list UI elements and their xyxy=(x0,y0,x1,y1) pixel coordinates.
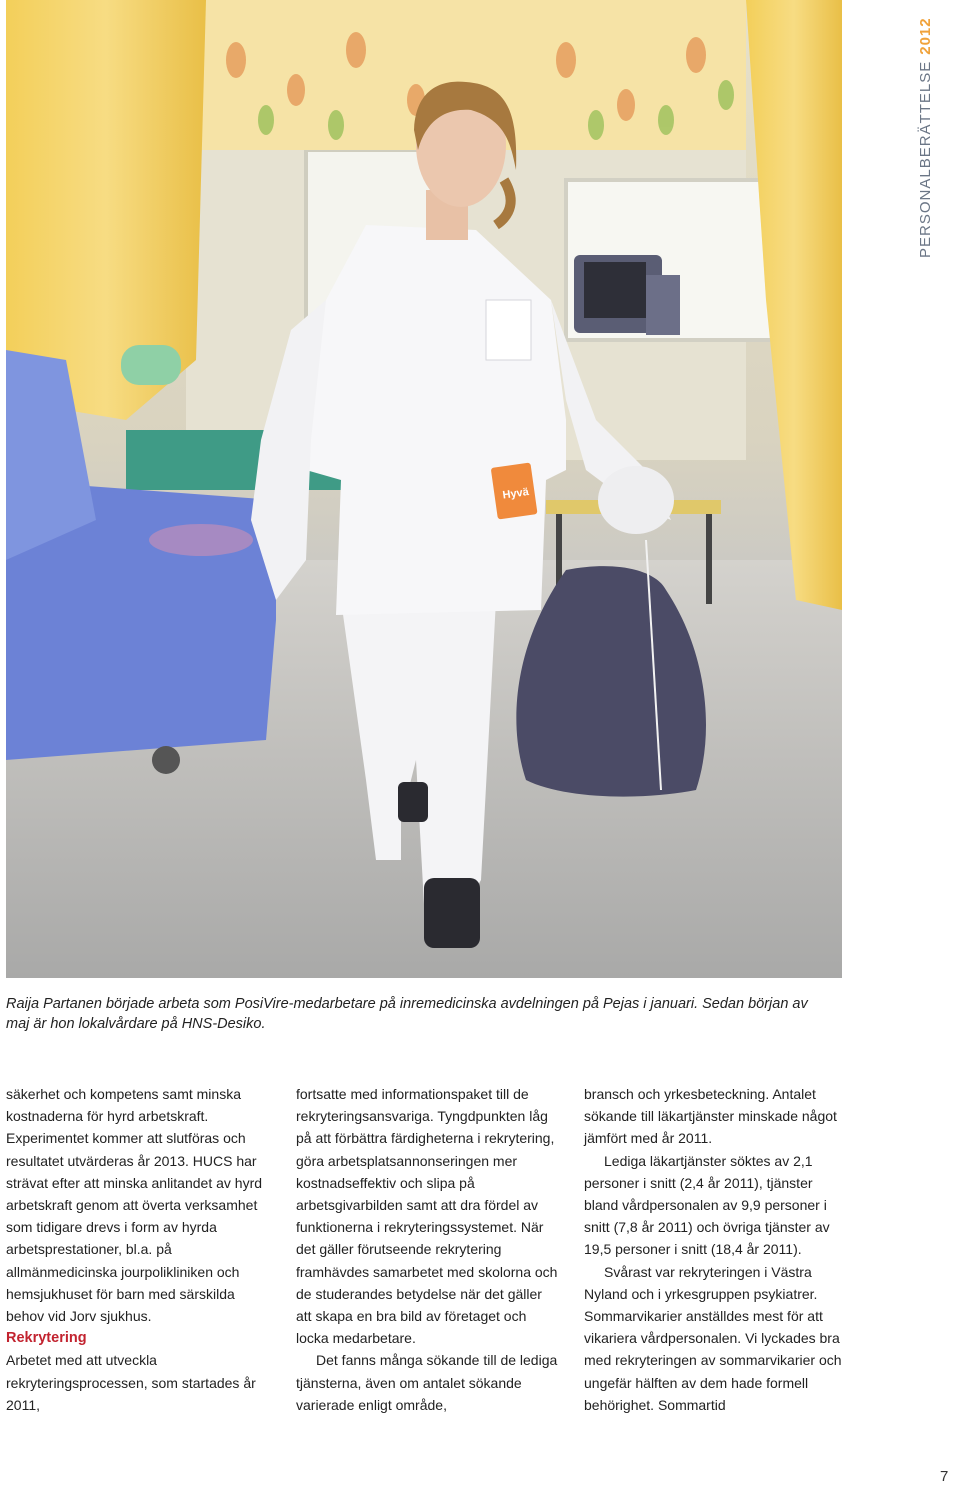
article-photo xyxy=(6,0,842,978)
column-3-paragraph-2: Lediga läkartjänster söktes av 2,1 personer i snitt (2,4 år 2011), tjänster bland vårdpersonalen av 9,9 personer i snitt (7,8 år 2011) och övriga tjänster av 19,5 personer i snitt (18,4 år 2011). xyxy=(584,1152,830,1258)
column-3-paragraph-3: Svårast var rekryteringen i Västra Nyland och i yrkesgruppen psykiatrer. Sommarvikarier anställdes mest för att vikariera vårdpersonalen. Vi lyckades bra med rekryteringen av sommarvikarier och ungefär hälften av dem hade formell behörighet. Sommartid xyxy=(584,1263,842,1413)
photo-illustration xyxy=(6,0,842,978)
column-2-paragraph-1: fortsatte med informationspaket till de rekryteringsansvariga. Tyngdpunkten låg på att förbättra färdigheterna i rekrytering, göra arbetsplatsannonseringen mer kostnadseffektiv och slipa på arbetsgivarbilden samt att dra fördel av funktionerna i rekryteringssystemet. När det gäller förutseende rekrytering framhävdes samarbetet med skolorna och de studerandes betydelse när det gäller att skapa en bra bild av företaget och locka medarbetare. xyxy=(296,1086,558,1347)
booklet-label: Hyvä xyxy=(501,486,530,502)
column-3-paragraph-1: bransch och yrkesbeteckning. Antalet sökande till läkartjänster minskade något jämfört med år 2011. xyxy=(584,1086,837,1147)
text-column-3 xyxy=(584,1083,849,1416)
text-column-1 xyxy=(6,1083,268,1416)
section-heading-rekrytering: Rekrytering xyxy=(6,1330,87,1347)
text-column-2 xyxy=(296,1083,558,1416)
page-number: 7 xyxy=(940,1468,949,1485)
photo-caption: Raija Partanen började arbeta som PosiVire-medarbetare på inremedicinska avdelningen på Pejas i januari. Sedan början av maj är hon lokalvårdare på HNS-Desiko. xyxy=(6,996,808,1032)
column-1-paragraph-2: Arbetet med att utveckla rekryteringsprocessen, som startades år 2011, xyxy=(6,1352,256,1413)
running-header-label: PERSONALBERÄTTELSE xyxy=(917,60,934,258)
running-header-year: 2012 xyxy=(917,17,934,55)
column-2-paragraph-2: Det fanns många sökande till de lediga tjänsterna, även om antalet sökande varierade enligt område, xyxy=(296,1352,558,1413)
column-1-paragraph-1: säkerhet och kompetens samt minska kostnaderna för hyrd arbetskraft. Experimentet kommer att slutföras och resultatet utvärderas år 2013. HUCS har strävat efter att minska anlitandet av hyrd arbetskraft genom att överta verksamhet som tidigare drevs i form av hyrda arbetsprestationer, bl.a. på allmänmedicinska jourpolikliniken och hemsjukhuset för barn med särskilda behov vid Jorv sjukhus. xyxy=(6,1086,263,1325)
